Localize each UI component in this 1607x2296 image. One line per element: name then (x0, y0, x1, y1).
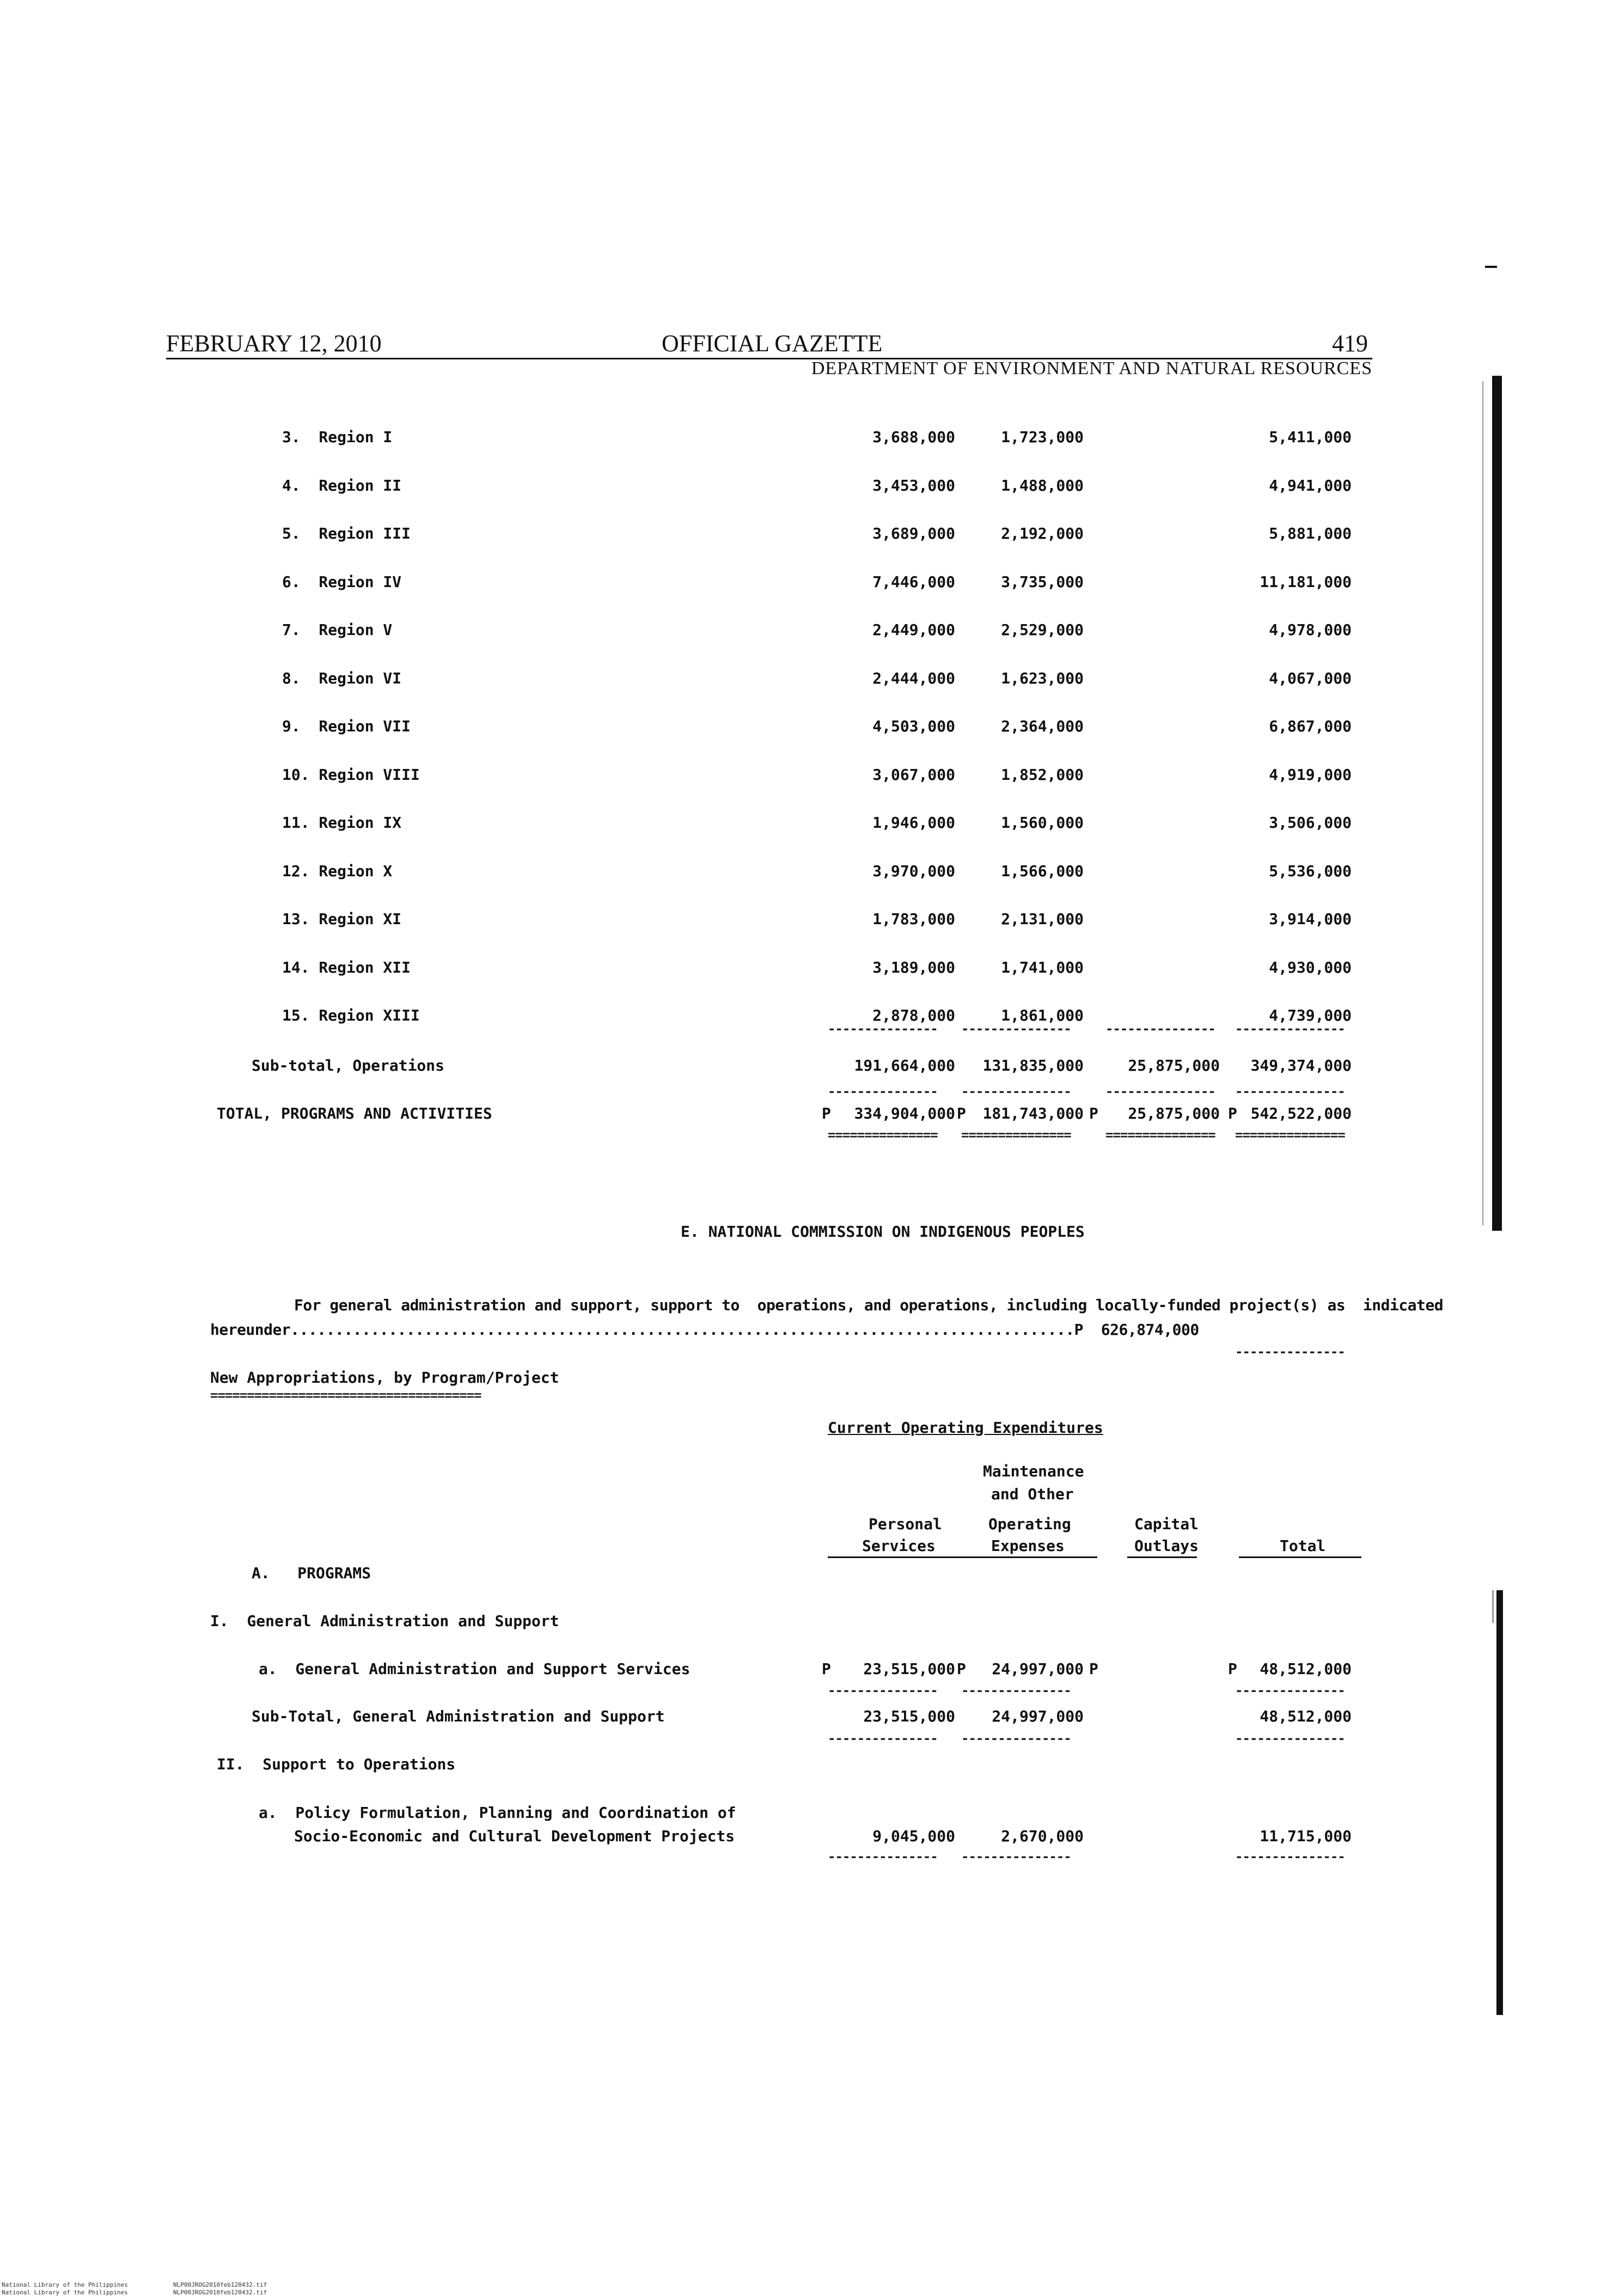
subtotal-operations-label: Sub-total, Operations (252, 1057, 445, 1074)
region-personal-services: 3,453,000 (872, 477, 955, 494)
peso-sign: P (1089, 1660, 1098, 1678)
double-rule: =============== (828, 1127, 938, 1143)
region-label: 8. Region VI (282, 669, 402, 687)
rule-dash: --------------- (1235, 1084, 1345, 1099)
region-mooe: 1,741,000 (1001, 958, 1084, 976)
subtotal-gen-admin-total: 48,512,000 (1260, 1707, 1352, 1725)
peso-sign: P (1228, 1104, 1237, 1122)
rule-dash: --------------- (961, 1084, 1071, 1099)
rule-dash: --------------- (1105, 1021, 1215, 1036)
header-underline (828, 1556, 967, 1558)
peso-sign: P (957, 1104, 966, 1122)
region-mooe: 1,488,000 (1001, 477, 1084, 494)
region-mooe: 1,861,000 (1001, 1006, 1084, 1024)
region-personal-services: 4,503,000 (872, 717, 955, 735)
rule-dash: --------------- (828, 1084, 938, 1099)
gen-admin-item: a. General Administration and Support Services (259, 1660, 691, 1678)
region-total: 4,067,000 (1269, 669, 1352, 687)
peso-sign: P (957, 1660, 966, 1678)
intro-line-1: For general administration and support, support to operations, and operations, including locally-funded project(s) as indicated (294, 1296, 1444, 1314)
policy-mooe: 2,670,000 (1001, 1827, 1084, 1845)
subtotal-gen-admin-ps: 23,515,000 (863, 1707, 955, 1725)
region-total: 5,881,000 (1269, 524, 1352, 542)
region-total: 4,978,000 (1269, 621, 1352, 639)
gen-admin-total: 48,512,000 (1260, 1660, 1352, 1678)
policy-line-2: Socio-Economic and Cultural Development Projects (294, 1827, 735, 1845)
region-total: 4,941,000 (1269, 477, 1352, 494)
peso-sign: P (1089, 1104, 1098, 1122)
footer-file: NLP00JROG2010feb120432.tif (173, 2289, 267, 2296)
region-label: 4. Region II (282, 477, 402, 494)
region-mooe: 1,723,000 (1001, 428, 1084, 446)
rule-dash: --------------- (1235, 1849, 1345, 1864)
footer-source: National Library of the Philippines (2, 2281, 128, 2288)
gen-admin-ps: 23,515,000 (863, 1660, 955, 1678)
col-ps-line1: Personal (869, 1515, 942, 1533)
double-rule: =============== (961, 1127, 1071, 1143)
col-mooe-line2: and Other (991, 1485, 1074, 1503)
region-label: 14. Region XII (282, 958, 411, 976)
region-mooe: 2,364,000 (1001, 717, 1084, 735)
region-total: 5,411,000 (1269, 428, 1352, 446)
subtotal-gen-admin-label: Sub-Total, General Administration and Support (252, 1707, 665, 1725)
rule-dash: --------------- (1235, 1021, 1345, 1036)
rule-dash: --------------- (1235, 1683, 1345, 1698)
total-programs-ps: 334,904,000 (854, 1104, 955, 1122)
policy-ps: 9,045,000 (872, 1827, 955, 1845)
region-personal-services: 1,783,000 (872, 910, 955, 928)
region-mooe: 1,560,000 (1001, 814, 1084, 832)
col-mooe-line4: Expenses (991, 1537, 1065, 1555)
footer-file: NLP00JROG2010feb120432.tif (173, 2281, 267, 2288)
header-underline (1127, 1556, 1197, 1558)
region-personal-services: 3,688,000 (872, 428, 955, 446)
region-total: 4,919,000 (1269, 766, 1352, 784)
department-heading: DEPARTMENT OF ENVIRONMENT AND NATURAL RESOURCES (811, 358, 1372, 378)
rule-dash: --------------- (961, 1683, 1071, 1698)
region-mooe: 2,131,000 (1001, 910, 1084, 928)
region-personal-services: 7,446,000 (872, 573, 955, 591)
rule-dash: --------------- (961, 1849, 1071, 1864)
region-total: 3,506,000 (1269, 814, 1352, 832)
region-total: 11,181,000 (1260, 573, 1352, 591)
col-co-line1: Capital (1134, 1515, 1199, 1533)
region-label: 5. Region III (282, 524, 411, 542)
scan-mark (1485, 266, 1497, 268)
region-label: 3. Region I (282, 428, 393, 446)
total-programs-total: 542,522,000 (1250, 1104, 1352, 1122)
programs-heading: A. PROGRAMS (252, 1564, 371, 1582)
scan-edge-bar (1492, 376, 1502, 1231)
rule-dash: --------------- (828, 1683, 938, 1698)
issue-date: FEBRUARY 12, 2010 (166, 330, 382, 357)
region-label: 12. Region X (282, 862, 393, 880)
subtotal-operations-mooe: 131,835,000 (982, 1057, 1084, 1074)
scan-edge-line (1492, 1590, 1494, 1623)
section-e-title: E. NATIONAL COMMISSION ON INDIGENOUS PEOPLES (681, 1223, 1085, 1241)
total-programs-label: TOTAL, PROGRAMS AND ACTIVITIES (217, 1104, 492, 1122)
footer-source: National Library of the Philippines (2, 2289, 128, 2296)
region-total: 4,739,000 (1269, 1006, 1352, 1024)
region-label: 10. Region VIII (282, 766, 420, 784)
rule-dash: --------------- (828, 1849, 938, 1864)
rule-dash: --------------- (961, 1731, 1071, 1746)
region-total: 6,867,000 (1269, 717, 1352, 735)
total-programs-co: 25,875,000 (1128, 1104, 1220, 1122)
peso-sign: P (822, 1660, 831, 1678)
gen-admin-heading: I. General Administration and Support (210, 1612, 559, 1630)
region-personal-services: 2,444,000 (872, 669, 955, 687)
region-personal-services: 3,970,000 (872, 862, 955, 880)
col-total: Total (1280, 1537, 1326, 1555)
region-personal-services: 3,189,000 (872, 958, 955, 976)
rule-dash: --------------- (1105, 1084, 1215, 1099)
policy-total: 11,715,000 (1260, 1827, 1352, 1845)
intro-line-2: hereunder........................................................................................P 626,874,000 (210, 1321, 1199, 1339)
subtotal-gen-admin-mooe: 24,997,000 (992, 1707, 1084, 1725)
col-ps-line2: Services (862, 1537, 936, 1555)
scan-edge-bar (1496, 1590, 1503, 2015)
double-rule: =============== (1235, 1127, 1345, 1143)
region-total: 4,930,000 (1269, 958, 1352, 976)
rule-dash: --------------- (1235, 1344, 1345, 1359)
peso-sign: P (1228, 1660, 1237, 1678)
header-underline (1239, 1556, 1361, 1558)
peso-sign: P (822, 1104, 831, 1122)
region-label: 9. Region VII (282, 717, 411, 735)
region-label: 15. Region XIII (282, 1006, 420, 1024)
region-personal-services: 2,449,000 (872, 621, 955, 639)
region-personal-services: 1,946,000 (872, 814, 955, 832)
double-rule: =============== (1105, 1127, 1215, 1143)
region-total: 5,536,000 (1269, 862, 1352, 880)
rule-dash: --------------- (961, 1021, 1071, 1036)
region-personal-services: 3,067,000 (872, 766, 955, 784)
scan-edge-line (1482, 381, 1483, 1225)
region-label: 13. Region XI (282, 910, 402, 928)
double-rule: ===================================== (210, 1388, 481, 1403)
col-mooe-line1: Maintenance (983, 1462, 1084, 1480)
header-underline (967, 1556, 1097, 1558)
region-mooe: 1,566,000 (1001, 862, 1084, 880)
rule-dash: --------------- (1235, 1731, 1345, 1746)
gen-admin-mooe: 24,997,000 (992, 1660, 1084, 1678)
region-label: 6. Region IV (282, 573, 402, 591)
rule-dash: --------------- (828, 1731, 938, 1746)
page-number: 419 (1332, 330, 1368, 357)
region-mooe: 2,529,000 (1001, 621, 1084, 639)
support-operations-heading: II. Support to Operations (217, 1755, 456, 1773)
region-personal-services: 3,689,000 (872, 524, 955, 542)
region-label: 7. Region V (282, 621, 393, 639)
region-personal-services: 2,878,000 (872, 1006, 955, 1024)
subtotal-operations-total: 349,374,000 (1250, 1057, 1352, 1074)
region-label: 11. Region IX (282, 814, 402, 832)
total-programs-mooe: 181,743,000 (982, 1104, 1084, 1122)
publication-title: OFFICIAL GAZETTE (662, 330, 883, 357)
col-co-line2: Outlays (1134, 1537, 1199, 1555)
region-mooe: 2,192,000 (1001, 524, 1084, 542)
rule-dash: --------------- (828, 1021, 938, 1036)
col-mooe-line3: Operating (988, 1515, 1071, 1533)
subtotal-operations-co: 25,875,000 (1128, 1057, 1220, 1074)
new-appropriations-heading: New Appropriations, by Program/Project (210, 1369, 559, 1387)
region-mooe: 1,852,000 (1001, 766, 1084, 784)
policy-line-1: a. Policy Formulation, Planning and Coordination of (259, 1804, 736, 1822)
current-opex-heading: Current Operating Expenditures (828, 1419, 1103, 1437)
region-mooe: 3,735,000 (1001, 573, 1084, 591)
region-total: 3,914,000 (1269, 910, 1352, 928)
subtotal-operations-ps: 191,664,000 (854, 1057, 955, 1074)
region-mooe: 1,623,000 (1001, 669, 1084, 687)
